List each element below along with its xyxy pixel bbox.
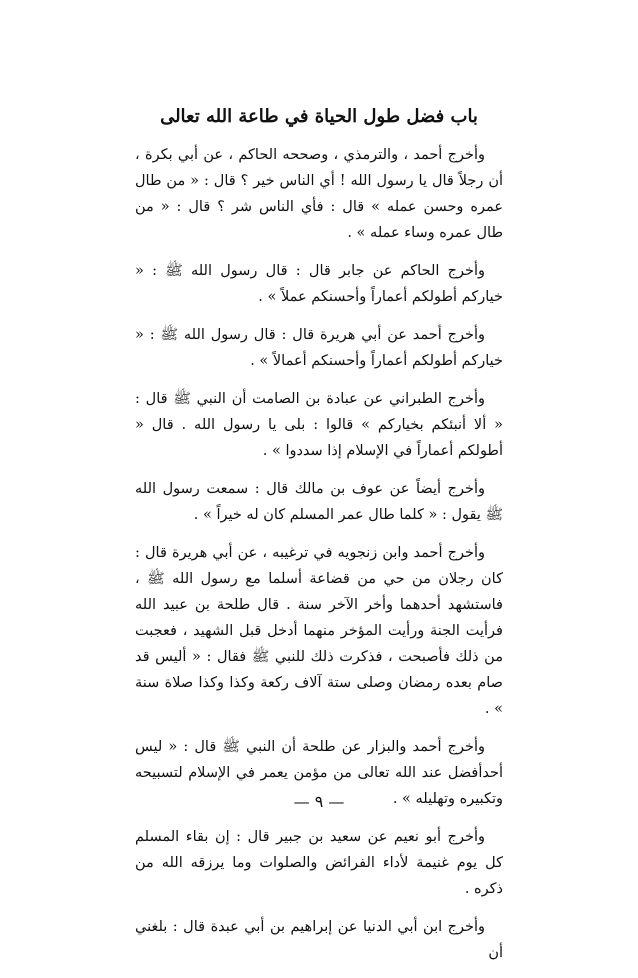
paragraph: وأخرج أحمد ، والترمذي ، وصححه الحاكم ، عن أبي بكرة ، أن رجلاً قال يا رسول الله ! أي الناس خير ؟ قال : « من طال عمره وحسن عمله » قال : فأي الناس شر ؟ قال : « من طال عمره وساء عمله » . (135, 147, 503, 241)
paragraph: وأخرج أيضاً عن عوف بن مالك قال : سمعت رسول الله ﷺ يقول : « كلما طال عمر المسلم كان له خيراً » . (135, 481, 503, 523)
paragraph: وأخرج أحمد والبزار عن طلحة أن النبي ﷺ قال : « ليس أحدأفضل عند الله تعالى من مؤمن يعمر في الإسلام لتسبيحه وتكبيره وتهليله » . (135, 739, 503, 807)
paragraph: وأخرج الطبراني عن عبادة بن الصامت أن النبي ﷺ قال : « ألا أنبئكم بخياركم » قالوا : بلى يا رسول الله . قال « أطولكم أعماراً في الإسلام إذا سددوا » . (135, 391, 503, 459)
paragraph: وأخرج ابن أبي الدنيا عن إبراهيم بن أبي عبدة قال : بلغني أن (135, 919, 503, 961)
page-number: — ٩ — (293, 792, 345, 811)
paragraph: وأخرج أحمد عن أبي هريرة قال : قال رسول الله ﷺ : « خياركم أطولكم أعماراً وأحسنكم أعمالاً » . (135, 327, 503, 369)
paragraph: وأخرج أبو نعيم عن سعيد بن جبير قال : إن بقاء المسلم كل يوم غنيمة لأداء الفرائض والصلوات وما يرزقه الله من ذكره . (135, 829, 503, 897)
page-body (135, 142, 503, 978)
paragraph: وأخرج أحمد وابن زنجويه في ترغيبه ، عن أبي هريرة قال : كان رجلان من حي من قضاعة أسلما مع رسول الله ﷺ ، فاستشهد أحدهما وأخر الآخر سنة . قال طلحة بن عبيد الله فرأيت الجنة ورأيت المؤخر منهما أدخل قبل الشهيد ، فعجبت من ذلك فأصبحت ، فذكرت ذلك للنبي ﷺ فقال : « أليس قد صام بعده رمضان وصلى ستة آلاف ركعة وكذا وكذا صلاة سنة » . (135, 545, 503, 717)
paragraph: وأخرج الحاكم عن جابر قال : قال رسول الله ﷺ : « خياركم أطولكم أعماراً وأحسنكم عملاً » . (135, 263, 503, 305)
chapter-title: باب فضل طول الحياة في طاعة الله تعالى (160, 106, 478, 127)
